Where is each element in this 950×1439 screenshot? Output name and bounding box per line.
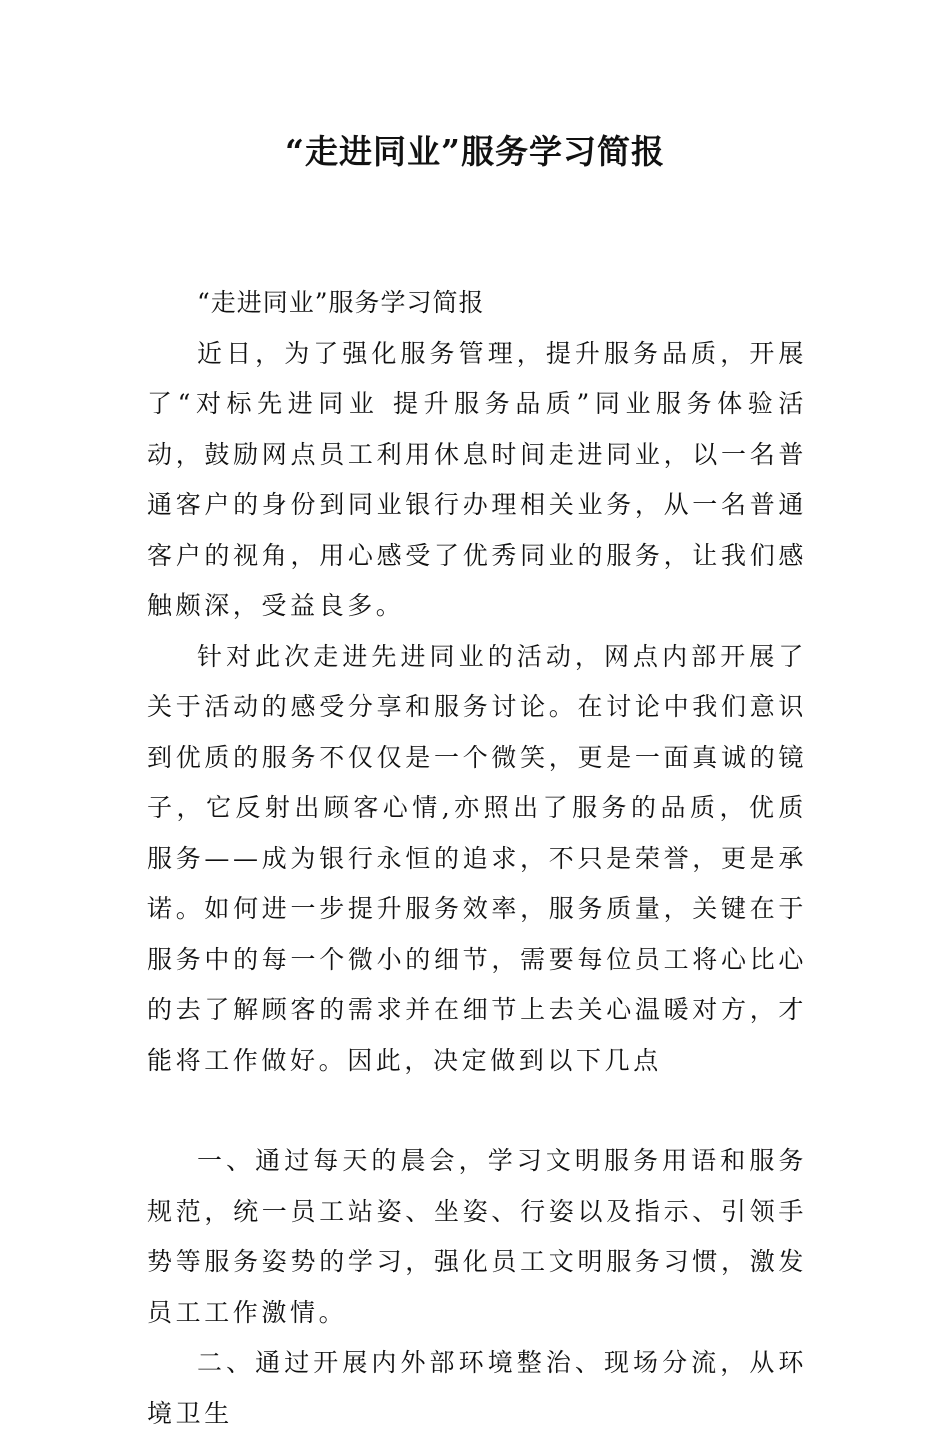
- paragraph-discussion: 针对此次走进先进同业的活动，网点内部开展了关于活动的感受分享和服务讨论。在讨论中我们意识到优质的服务不仅仅是一个微笑，更是一面真诚的镜子，它反射出顾客心情,亦照出了服务的品质，优质服务——成为银行永恒的追求，不只是荣誉，更是承诺。如何进一步提升服务效率，服务质量，关键在于服务中的每一个微小的细节，需要每位员工将心比心的去了解顾客的需求并在细节上去关心温暖对方，才能将工作做好。因此，决定做到以下几点: [147, 641, 807, 1075]
- paragraph-intro: 近日，为了强化服务管理，提升服务品质，开展了“对标先进同业 提升服务品质”同业服务体验活动，鼓励网点员工利用休息时间走进同业，以一名普通客户的身份到同业银行办理相关业务，从一名普通客户的视角，用心感受了优秀同业的服务，让我们感触颇深，受益良多。: [147, 338, 807, 620]
- paragraph-spacer: [147, 1086, 807, 1136]
- paragraph-point-two: 二、通过开展内外部环境整治、现场分流，从环境卫生: [147, 1348, 807, 1428]
- document-body: [147, 278, 807, 1439]
- document-subtitle: “走进同业”服务学习简报: [197, 288, 485, 317]
- document-title: “走进同业”服务学习简报: [285, 132, 665, 171]
- paragraph-point-one: 一、通过每天的晨会，学习文明服务用语和服务规范，统一员工站姿、坐姿、行姿以及指示、引领手势等服务姿势的学习，强化员工文明服务习惯，激发员工工作激情。: [147, 1146, 807, 1327]
